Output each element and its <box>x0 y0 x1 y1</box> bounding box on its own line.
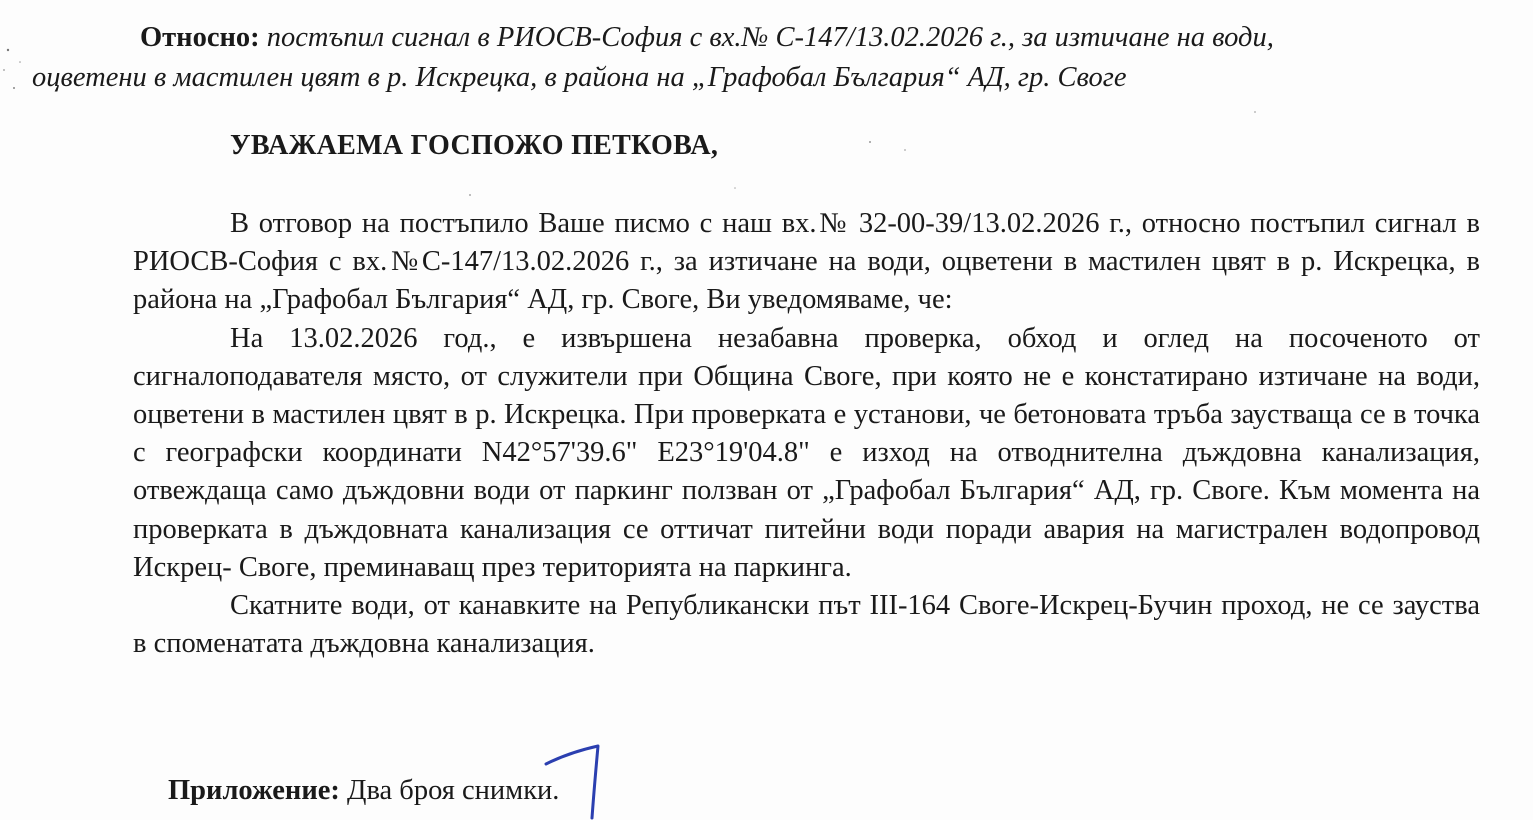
paragraph-2: На 13.02.2026 год., е извършена незабавна проверка, обход и оглед на посоченото от сигналоподавателя място, от служители при Община Своге, при която не е констатирано изтичане на води, оцветени в мастилен цвят в р. Искрецка. При проверката е установи, че бетоновата тръба заустваща се в точка с географски координати N42°57'39.6" E23°19'04.8" е изход на отводнителна дъждовна канализация, отвеждаща само дъждовни води от паркинг ползван от „Графобал България“ АД, гр. Своге. Към момента на проверката в дъждовната канализация се оттичат питейни води поради авария на магистрален водопровод Искрец- Своге, преминаващ през територията на паркинга. <box>133 322 1480 583</box>
regarding-block <box>32 18 1482 98</box>
regarding-line-2: оцветени в мастилен цвят в р. Искрецка, в района на „Графобал България“ АД, гр. Своге <box>32 62 1127 93</box>
paragraph-1: В отговор на постъпило Ваше писмо с наш вх.№ 32-00-39/13.02.2026 г., относно постъпил сигнал в РИОСВ-София с вх.№С-147/13.02.2026 г., за изтичане на води, оцветени в мастилен цвят в р. Искрецка, в района на „Графобал България“ АД, гр. Своге, Ви уведомяваме, че: <box>133 208 1480 316</box>
attachment-line <box>168 775 559 807</box>
paragraph-3: Скатните води, от канавките на Републикански път III-164 Своге-Искрец-Бучин проход, не се зауства в споменатата дъждовна канализация. <box>133 590 1480 660</box>
attachment-text: Два броя снимки. <box>339 775 560 806</box>
regarding-text-1: постъпил сигнал в РИОСВ-София с вх.№ С-147/13.02.2026 г., за изтичане на води, <box>266 22 1274 53</box>
salutation: УВАЖАЕМА ГОСПОЖО ПЕТКОВА, <box>230 130 719 161</box>
regarding-label: Относно: <box>140 22 260 53</box>
letter-body <box>133 205 1480 663</box>
regarding-line-1 <box>32 18 1482 58</box>
attachment-label: Приложение: <box>168 775 340 806</box>
